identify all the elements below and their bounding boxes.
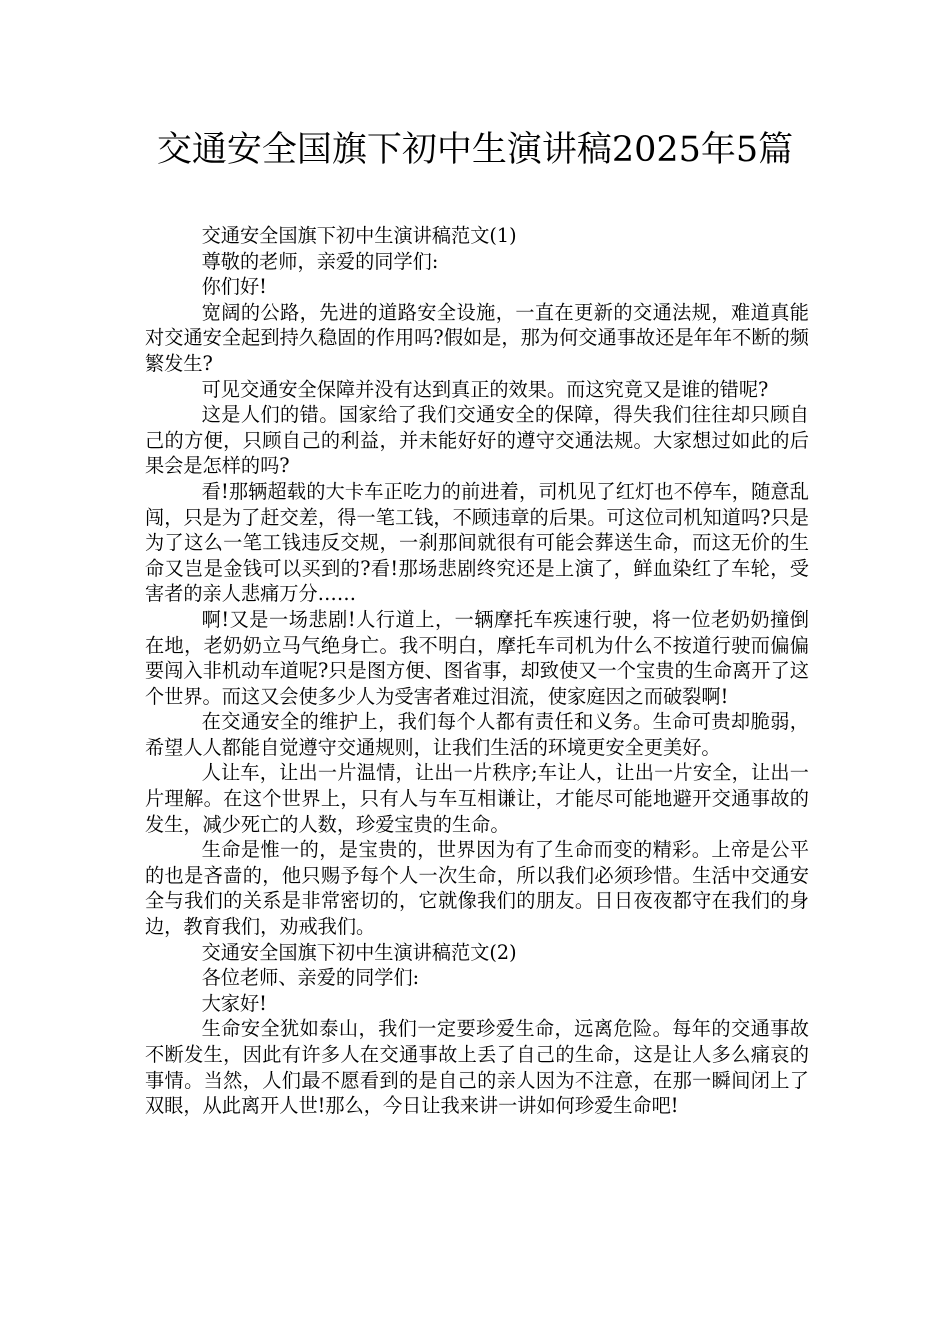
document-body: [145, 223, 809, 1119]
body-paragraph: 生命安全犹如泰山，我们一定要珍爱生命，远离危险。每年的交通事故不断发生，因此有许多人在交通事故上丢了自己的生命，这是让人多么痛哀的事情。当然，人们最不愿看到的是自己的亲人因为不注意，在那一瞬间闭上了双眼，从此离开人世!那么，今日让我来讲一讲如何珍爱生命吧!: [145, 1017, 809, 1118]
body-paragraph: 人让车，让出一片温情，让出一片秩序;车让人，让出一片安全，让出一片理解。在这个世界上，只有人与车互相谦让，才能尽可能地避开交通事故的发生，减少死亡的人数，珍爱宝贵的生命。: [145, 761, 809, 836]
greeting: 你们好!: [201, 275, 267, 299]
body-paragraph: 啊!又是一场悲剧!人行道上，一辆摩托车疾速行驶，将一位老奶奶撞倒在地，老奶奶立马气绝身亡。我不明白，摩托车司机为什么不按道行驶而偏偏要闯入非机动车道呢?只是图方便、图省事，却致使又一个宝贵的生命离开了这个世界。而这又会使多少人为受害者难过泪流，使家庭因之而破裂啊!: [145, 607, 809, 708]
body-paragraph: 生命是惟一的，是宝贵的，世界因为有了生命而变的精彩。上帝是公平的也是吝啬的，他只赐予每个人一次生命，所以我们必须珍惜。生活中交通安全与我们的关系是非常密切的，它就像我们的朋友。日日夜夜都守在我们的身边，教育我们，劝戒我们。: [145, 838, 809, 939]
section-heading-1: 交通安全国旗下初中生演讲稿范文(1): [201, 224, 517, 247]
body-paragraph: 宽阔的公路，先进的道路安全设施，一直在更新的交通法规，难道真能对交通安全起到持久稳固的作用吗?假如是，那为何交通事故还是年年不断的频繁发生?: [145, 300, 809, 375]
body-paragraph: 在交通安全的维护上，我们每个人都有责任和义务。生命可贵却脆弱，希望人人都能自觉遵守交通规则，让我们生活的环境更安全更美好。: [145, 710, 809, 759]
document-title: 交通安全国旗下初中生演讲稿2025年5篇: [156, 130, 794, 170]
salutation: 各位老师、亲爱的同学们:: [201, 966, 420, 990]
salutation: 尊敬的老师，亲爱的同学们:: [201, 249, 439, 273]
body-paragraph: 可见交通安全保障并没有达到真正的效果。而这究竟又是谁的错呢?: [201, 377, 769, 401]
section-heading-2: 交通安全国旗下初中生演讲稿范文(2): [201, 940, 517, 964]
greeting: 大家好!: [201, 991, 267, 1015]
body-paragraph: 看!那辆超载的大卡车正吃力的前进着，司机见了红灯也不停车，随意乱闯，只是为了赶交差，得一笔工钱，不顾违章的后果。可这位司机知道吗?只是为了这么一笔工钱违反交规，一刹那间就很有可能会葬送生命，而这无价的生命又岂是金钱可以买到的?看!那场悲剧终究还是上演了，鲜血染红了车轮，受害者的亲人悲痛万分……: [145, 479, 809, 606]
body-paragraph: 这是人们的错。国家给了我们交通安全的保障，得失我们往往却只顾自己的方便，只顾自己的利益，并未能好好的遵守交通法规。大家想过如此的后果会是怎样的吗?: [145, 403, 809, 478]
